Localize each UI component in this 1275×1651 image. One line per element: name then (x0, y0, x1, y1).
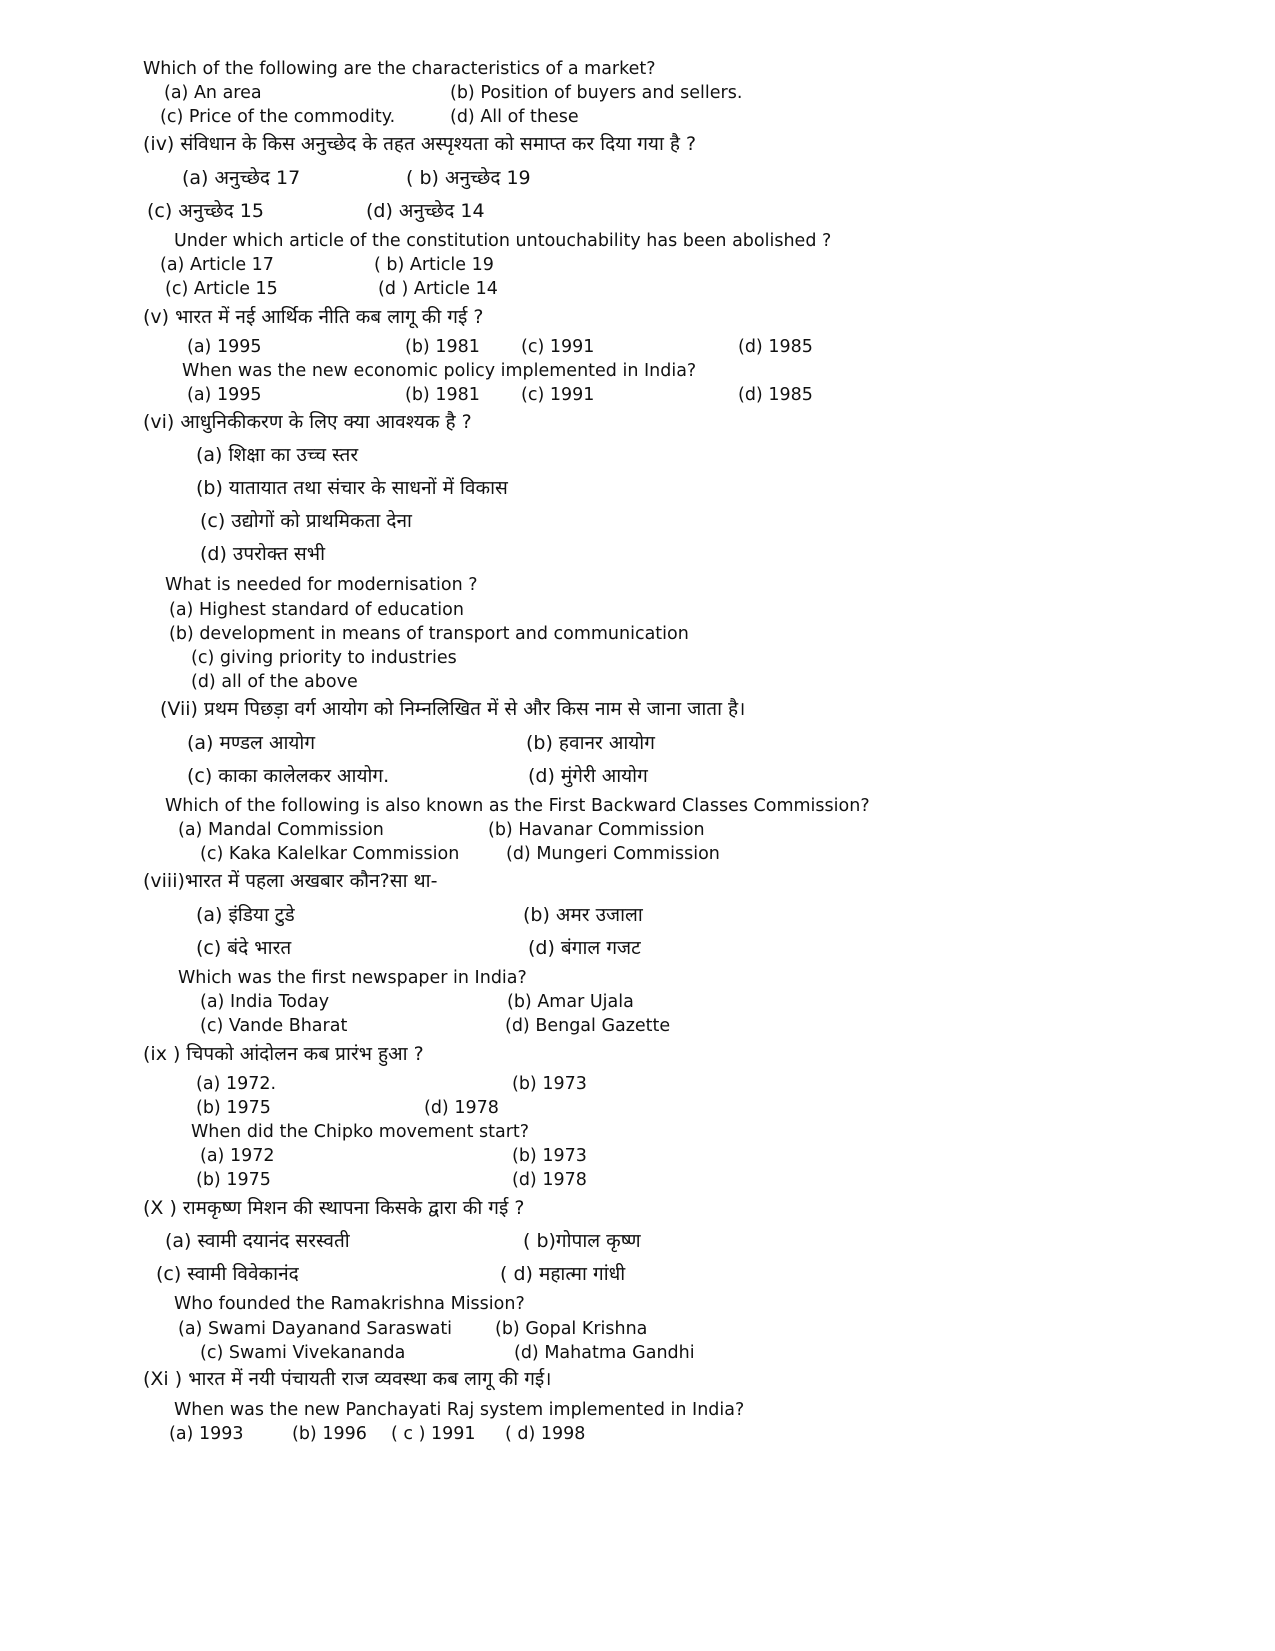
option-b: (b) 1981 (405, 385, 480, 405)
option-b: (b) Gopal Krishna (495, 1319, 648, 1339)
option-b: (b) अमर उजाला (523, 904, 643, 926)
option-a: (a) Highest standard of education (169, 600, 464, 620)
question-text: Which was the first newspaper in India? (178, 968, 527, 988)
option-c: (c) 1991 (521, 385, 595, 405)
option-b: (b) Havanar Commission (488, 820, 705, 840)
option-a: (a) Mandal Commission (178, 820, 384, 840)
option-d: (d ) Article 14 (378, 279, 498, 299)
option-d: ( d) महात्मा गांधी (500, 1263, 626, 1285)
option-c: (c) उद्योगों को प्राथमिकता देना (200, 510, 412, 532)
question-text-hindi: (Vii) प्रथम पिछड़ा वर्ग आयोग को निम्नलिखित में से और किस नाम से जाना जाता है। (160, 698, 746, 720)
option-c: (c) स्वामी विवेकानंद (156, 1263, 299, 1285)
option-b: (b) development in means of transport and communication (169, 624, 689, 644)
option-c: (c) अनुच्छेद 15 (147, 200, 264, 222)
option-b: (b) 1973 (512, 1074, 587, 1094)
option-c: (b) 1975 (196, 1170, 271, 1190)
option-a: (a) 1972. (196, 1074, 277, 1094)
option-a: (a) 1993 (169, 1424, 244, 1444)
option-a: (a) Article 17 (160, 255, 274, 275)
option-d: (d) उपरोक्त सभी (200, 543, 325, 565)
option-b: (b) Position of buyers and sellers. (450, 83, 743, 103)
option-c: (c) Kaka Kalelkar Commission (200, 844, 460, 864)
option-c: (c) Article 15 (165, 279, 278, 299)
option-d: (d) Mungeri Commission (506, 844, 720, 864)
option-a: (a) मण्डल आयोग (187, 732, 316, 754)
question-text: When did the Chipko movement start? (191, 1122, 530, 1142)
option-b: (b) यातायात तथा संचार के साधनों में विकास (196, 477, 508, 499)
option-a: (a) शिक्षा का उच्च स्तर (196, 444, 359, 466)
question-text-hindi: (viii)भारत में पहला अखबार कौन?सा था- (143, 870, 438, 892)
option-d: (d) मुंगेरी आयोग (528, 765, 648, 787)
option-a: (a) स्वामी दयानंद सरस्वती (165, 1230, 350, 1252)
option-a: (a) Swami Dayanand Saraswati (178, 1319, 453, 1339)
question-text: When was the new Panchayati Raj system implemented in India? (174, 1400, 745, 1420)
option-c: (c) giving priority to industries (191, 648, 457, 668)
question-text-hindi: (v) भारत में नई आर्थिक नीति कब लागू की गई ? (143, 306, 484, 328)
option-d: (d) बंगाल गजट (528, 937, 641, 959)
option-d: (d) Bengal Gazette (505, 1016, 671, 1036)
option-d: (d) All of these (450, 107, 579, 127)
question-text: What is needed for modernisation ? (165, 575, 478, 595)
option-d: (d) 1985 (738, 385, 813, 405)
option-b: (b) 1973 (512, 1146, 587, 1166)
option-b: ( b)गोपाल कृष्ण (523, 1230, 641, 1252)
option-a: (a) 1995 (187, 337, 262, 357)
option-c: (c) 1991 (521, 337, 595, 357)
option-a: (a) 1972 (200, 1146, 275, 1166)
question-text: Under which article of the constitution untouchability has been abolished ? (174, 231, 832, 251)
option-d: ( d) 1998 (505, 1424, 586, 1444)
question-text-hindi: (X ) रामकृष्ण मिशन की स्थापना किसके द्वारा की गई ? (143, 1197, 525, 1219)
option-d: (d) all of the above (191, 672, 358, 692)
option-b: ( b) Article 19 (374, 255, 494, 275)
option-c: (b) 1975 (196, 1098, 271, 1118)
option-a: (a) इंडिया टुडे (196, 904, 295, 926)
option-c: (c) बंदे भारत (196, 937, 292, 959)
question-text-hindi: (ix ) चिपको आंदोलन कब प्रारंभ हुआ ? (143, 1043, 424, 1065)
option-c: (c) काका कालेलकर आयोग. (187, 765, 390, 787)
option-c: (c) Swami Vivekananda (200, 1343, 406, 1363)
option-b: ( b) अनुच्छेद 19 (406, 167, 531, 189)
question-text-hindi: (Xi ) भारत में नयी पंचायती राज व्यवस्था कब लागू की गई। (143, 1368, 552, 1390)
option-d: (d) 1985 (738, 337, 813, 357)
question-text: When was the new economic policy implemented in India? (182, 361, 697, 381)
option-d: (d) अनुच्छेद 14 (366, 200, 485, 222)
option-b: (b) Amar Ujala (507, 992, 634, 1012)
option-c: (c) Vande Bharat (200, 1016, 348, 1036)
option-d: (d) Mahatma Gandhi (514, 1343, 695, 1363)
option-c: ( c ) 1991 (391, 1424, 476, 1444)
question-text-hindi: (iv) संविधान के किस अनुच्छेद के तहत अस्पृश्यता को समाप्त कर दिया गया है ? (143, 133, 697, 155)
question-text: Which of the following is also known as the First Backward Classes Commission? (165, 796, 870, 816)
option-b: (b) 1981 (405, 337, 480, 357)
option-d: (d) 1978 (424, 1098, 499, 1118)
question-text: Who founded the Ramakrishna Mission? (174, 1294, 525, 1314)
option-a: (a) 1995 (187, 385, 262, 405)
option-a: (a) अनुच्छेद 17 (182, 167, 301, 189)
option-b: (b) 1996 (292, 1424, 367, 1444)
question-text: Which of the following are the characteristics of a market? (143, 59, 656, 79)
option-a: (a) India Today (200, 992, 330, 1012)
option-c: (c) Price of the commodity. (160, 107, 396, 127)
option-b: (b) हवानर आयोग (526, 732, 655, 754)
question-text-hindi: (vi) आधुनिकीकरण के लिए क्या आवश्यक है ? (143, 411, 472, 433)
option-d: (d) 1978 (512, 1170, 587, 1190)
option-a: (a) An area (164, 83, 262, 103)
